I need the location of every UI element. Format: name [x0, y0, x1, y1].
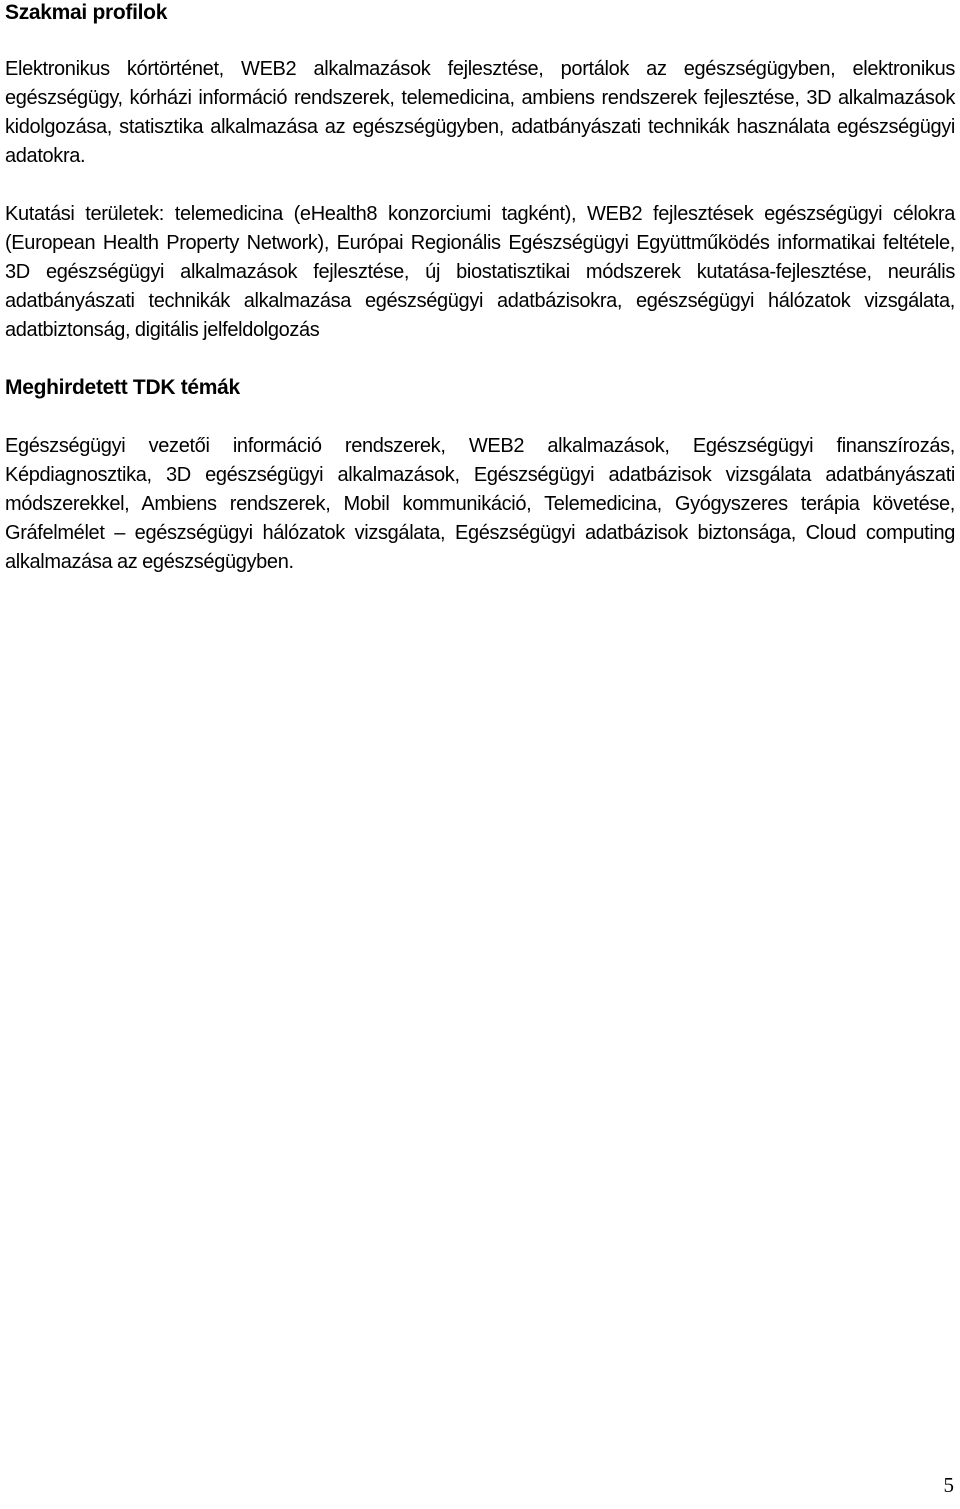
profile-paragraph: Elektronikus kórtörténet, WEB2 alkalmazások fejlesztése, portálok az egészségügyben, elektronikus egészségügy, kórházi információ rendszerek, telemedicina, ambiens rendszerek fejlesztése, 3D alkalmazások kidolgozása, statisztika alkalmazása az egészségügyben, adatbányászati technikák használata egészségügyi adatokra. [5, 58, 955, 167]
research-areas-paragraph: Kutatási területek: telemedicina (eHealth8 konzorciumi tagként), WEB2 fejlesztések egészségügyi célokra (European Health Property Network), Európai Regionális Egészségügyi Együttműködés informatikai feltétele, 3D egészségügyi alkalmazások fejlesztése, új biostatisztikai módszerek kutatása-fejlesztése, neurális adatbányászati technikák alkalmazása egészségügyi adatbázisokra, egészségügyi hálózatok vizsgálata, adatbiztonság, digitális jelfeldolgozás [5, 203, 955, 341]
section-heading-szakmai-profilok: Szakmai profilok [5, 1, 168, 24]
page-number: 5 [943, 1473, 954, 1497]
section-heading-tdk-temak: Meghirdetett TDK témák [5, 376, 240, 399]
tdk-topics-paragraph: Egészségügyi vezetői információ rendszerek, WEB2 alkalmazások, Egészségügyi finanszírozás, Képdiagnosztika, 3D egészségügyi alkalmazások, Egészségügyi adatbázisok vizsgálata adatbányászati módszerekkel, Ambiens rendszerek, Mobil kommunikáció, Telemedicina, Gyógyszeres terápia követése, Gráfelmélet – egészségügyi hálózatok vizsgálata, Egészségügyi adatbázisok biztonsága, Cloud computing alkalmazása az egészségügyben. [5, 435, 955, 573]
